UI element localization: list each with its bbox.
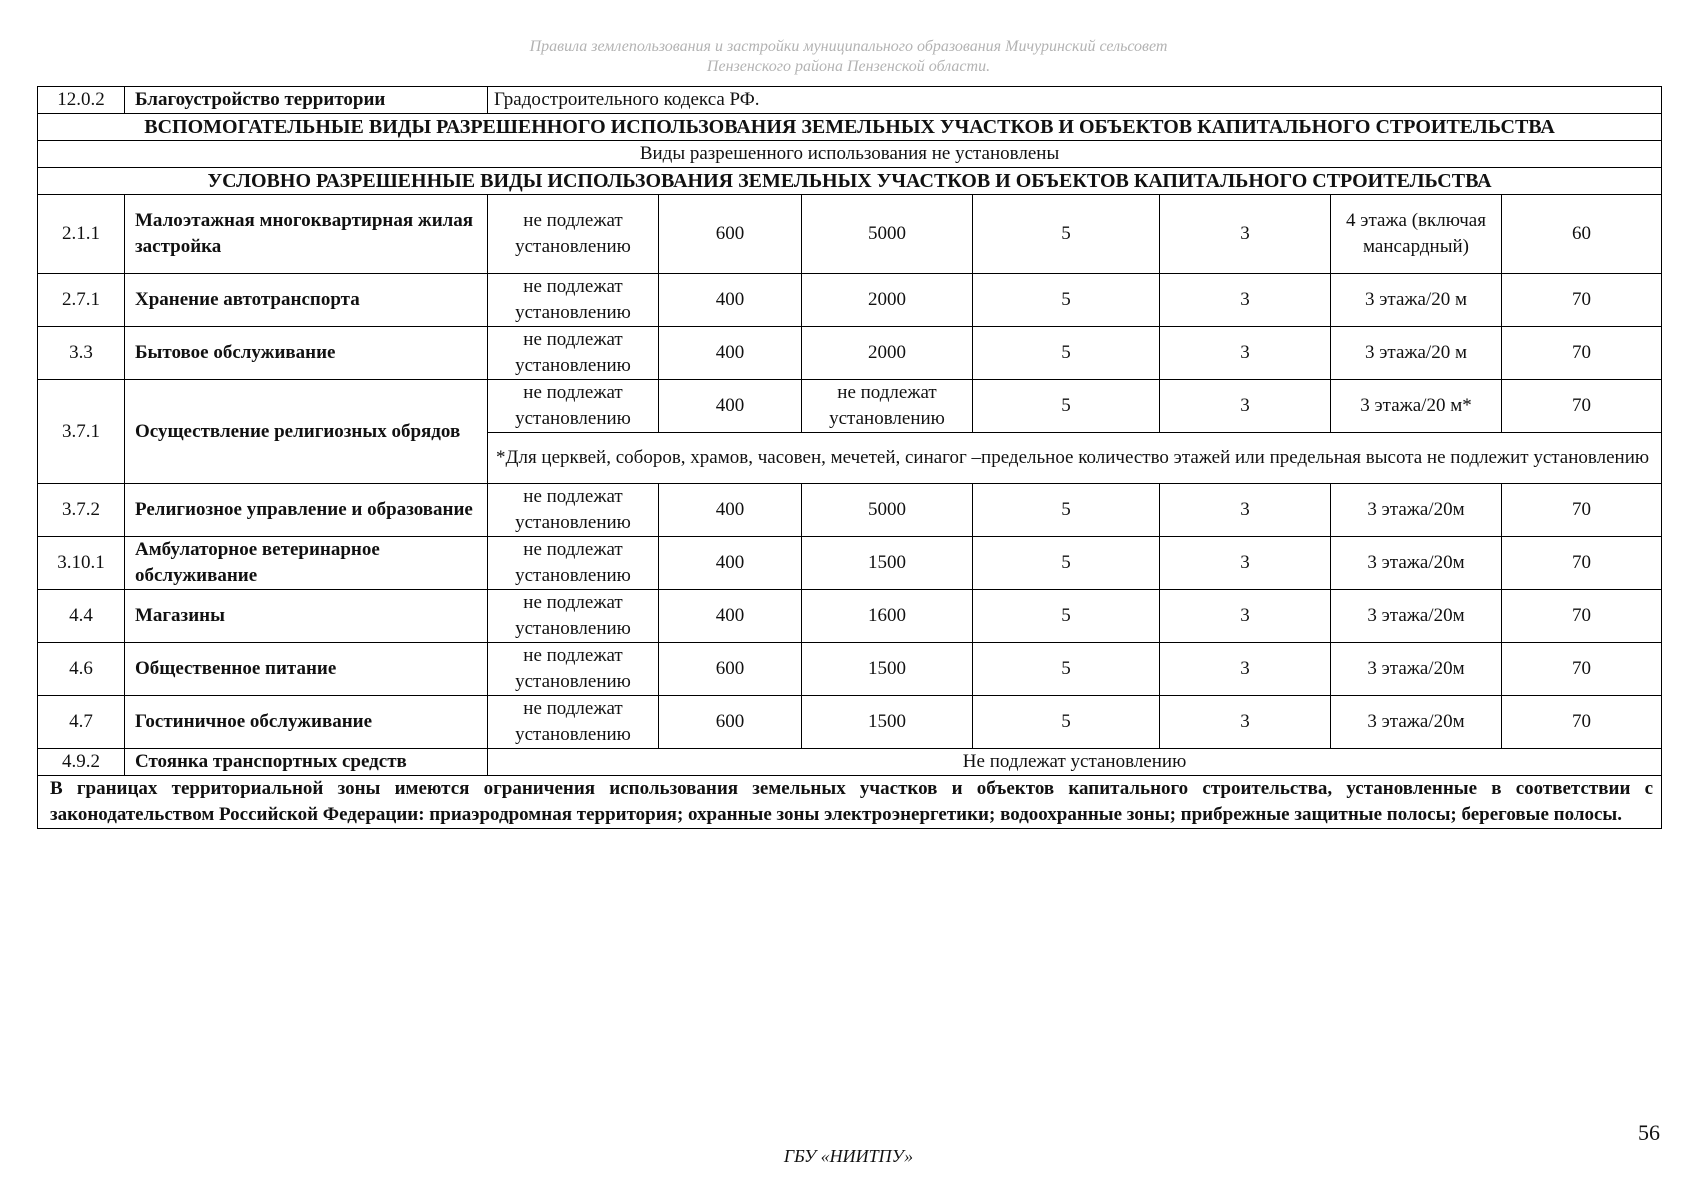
table-row (38, 195, 1662, 274)
row-code: 3.3 (38, 327, 125, 380)
cell-c5: 3 (1160, 643, 1331, 696)
restrictions-row (38, 776, 1662, 829)
cell-c5: 3 (1160, 380, 1331, 433)
cell-c6: 3 этажа/20м (1331, 484, 1502, 537)
table-row (38, 274, 1662, 327)
cell-c3: не подлежат установлению (802, 380, 973, 433)
section-row (38, 141, 1662, 168)
row-code: 4.9.2 (38, 749, 125, 776)
row-name: Религиозное управление и образование (125, 484, 488, 537)
cell-c6: 3 этажа/20м (1331, 696, 1502, 749)
cell-c2: 600 (659, 696, 802, 749)
cell-c5: 3 (1160, 195, 1331, 274)
cell-c1: не подлежат установлению (488, 590, 659, 643)
cell-c2: 600 (659, 195, 802, 274)
row-code: 3.7.1 (38, 380, 125, 484)
cell-c3: 5000 (802, 195, 973, 274)
cell-c2: 400 (659, 327, 802, 380)
row-text: Градостроительного кодекса РФ. (488, 87, 1662, 114)
row-code: 4.7 (38, 696, 125, 749)
page-header (0, 37, 1697, 77)
cell-c3: 1600 (802, 590, 973, 643)
cell-c4: 5 (973, 484, 1160, 537)
cell-c5: 3 (1160, 537, 1331, 590)
cell-c6: 3 этажа/20 м (1331, 327, 1502, 380)
cell-c6: 3 этажа/20 м* (1331, 380, 1502, 433)
cell-c2: 400 (659, 537, 802, 590)
land-use-table (37, 86, 1662, 829)
row-code: 2.7.1 (38, 274, 125, 327)
cell-c7: 70 (1502, 696, 1662, 749)
cell-c4: 5 (973, 195, 1160, 274)
row-name: Хранение автотранспорта (125, 274, 488, 327)
table-row (38, 643, 1662, 696)
cell-c1: не подлежат установлению (488, 484, 659, 537)
cell-c1: не подлежат установлению (488, 380, 659, 433)
cell-c6: 3 этажа/20м (1331, 590, 1502, 643)
row-name: Благоустройство территории (125, 87, 488, 114)
cell-c7: 70 (1502, 590, 1662, 643)
row-footnote: *Для церквей, соборов, храмов, часовен, мечетей, синагог –предельное количество этажей или предельная высота не подлежит установлению (488, 433, 1662, 484)
table-row (38, 380, 1662, 433)
cell-c4: 5 (973, 643, 1160, 696)
cell-c5: 3 (1160, 696, 1331, 749)
row-name: Магазины (125, 590, 488, 643)
cell-c3: 5000 (802, 484, 973, 537)
cell-c6: 3 этажа/20м (1331, 643, 1502, 696)
cell-c6: 4 этажа (включая мансардный) (1331, 195, 1502, 274)
cell-c7: 70 (1502, 643, 1662, 696)
cell-c7: 70 (1502, 537, 1662, 590)
table-row (38, 484, 1662, 537)
cell-c2: 400 (659, 590, 802, 643)
row-code: 2.1.1 (38, 195, 125, 274)
table-row (38, 749, 1662, 776)
cell-c4: 5 (973, 327, 1160, 380)
cell-c1: не подлежат установлению (488, 696, 659, 749)
row-name: Малоэтажная многоквартирная жилая застройка (125, 195, 488, 274)
cell-c6: 3 этажа/20 м (1331, 274, 1502, 327)
cell-c6: 3 этажа/20м (1331, 537, 1502, 590)
section-row (38, 114, 1662, 141)
cell-c4: 5 (973, 380, 1160, 433)
cell-c2: 400 (659, 484, 802, 537)
row-name: Осуществление религиозных обрядов (125, 380, 488, 484)
table-row (38, 87, 1662, 114)
row-code: 12.0.2 (38, 87, 125, 114)
cell-c5: 3 (1160, 590, 1331, 643)
table-row (38, 327, 1662, 380)
cell-c4: 5 (973, 696, 1160, 749)
restrictions-text: В границах территориальной зоны имеются ограничения использования земельных участков и объектов капитального строительства, установленные в соответствии с законодательством Российской Федерации: приаэродромная территория; охранные зоны электроэнергетики; водоохранные зоны; прибрежные защитные полосы; береговые полосы. (38, 776, 1662, 829)
cell-c4: 5 (973, 274, 1160, 327)
table-row (38, 537, 1662, 590)
cell-c1: не подлежат установлению (488, 274, 659, 327)
cell-c5: 3 (1160, 327, 1331, 380)
cell-c5: 3 (1160, 484, 1331, 537)
row-code: 3.7.2 (38, 484, 125, 537)
table-row (38, 696, 1662, 749)
cell-c2: 400 (659, 274, 802, 327)
cell-c3: 1500 (802, 696, 973, 749)
header-line-1: Правила землепользования и застройки муниципального образования Мичуринский сельсовет (529, 38, 1168, 55)
cell-c7: 70 (1502, 274, 1662, 327)
cell-c5: 3 (1160, 274, 1331, 327)
cell-c7: 60 (1502, 195, 1662, 274)
cell-c1: не подлежат установлению (488, 327, 659, 380)
table-row (38, 590, 1662, 643)
cell-c1: не подлежат установлению (488, 195, 659, 274)
cell-c3: 1500 (802, 643, 973, 696)
cell-c3: 2000 (802, 327, 973, 380)
row-name: Общественное питание (125, 643, 488, 696)
cell-c7: 70 (1502, 380, 1662, 433)
cell-c3: 2000 (802, 274, 973, 327)
cell-c2: 400 (659, 380, 802, 433)
section-row (38, 168, 1662, 195)
cell-c4: 5 (973, 537, 1160, 590)
row-code: 3.10.1 (38, 537, 125, 590)
section-title-conditional: УСЛОВНО РАЗРЕШЕННЫЕ ВИДЫ ИСПОЛЬЗОВАНИЯ ЗЕМЕЛЬНЫХ УЧАСТКОВ И ОБЪЕКТОВ КАПИТАЛЬНОГО СТРОИТЕЛЬСТВА (38, 168, 1662, 195)
row-code: 4.4 (38, 590, 125, 643)
row-name: Стоянка транспортных средств (125, 749, 488, 776)
row-text: Не подлежат установлению (488, 749, 1662, 776)
cell-c4: 5 (973, 590, 1160, 643)
cell-c7: 70 (1502, 327, 1662, 380)
cell-c1: не подлежат установлению (488, 643, 659, 696)
page-footer: ГБУ «НИИТПУ» (783, 1146, 914, 1166)
auxiliary-note: Виды разрешенного использования не установлены (38, 141, 1662, 168)
row-name: Гостиничное обслуживание (125, 696, 488, 749)
cell-c3: 1500 (802, 537, 973, 590)
row-name: Амбулаторное ветеринарное обслуживание (125, 537, 488, 590)
header-line-2: Пензенского района Пензенской области. (706, 58, 991, 75)
cell-c7: 70 (1502, 484, 1662, 537)
cell-c2: 600 (659, 643, 802, 696)
cell-c1: не подлежат установлению (488, 537, 659, 590)
section-title-auxiliary: ВСПОМОГАТЕЛЬНЫЕ ВИДЫ РАЗРЕШЕННОГО ИСПОЛЬЗОВАНИЯ ЗЕМЕЛЬНЫХ УЧАСТКОВ И ОБЪЕКТОВ КАПИТАЛЬНОГО СТРОИТЕЛЬСТВА (38, 114, 1662, 141)
row-name: Бытовое обслуживание (125, 327, 488, 380)
page-number: 56 (1638, 1120, 1660, 1145)
row-code: 4.6 (38, 643, 125, 696)
